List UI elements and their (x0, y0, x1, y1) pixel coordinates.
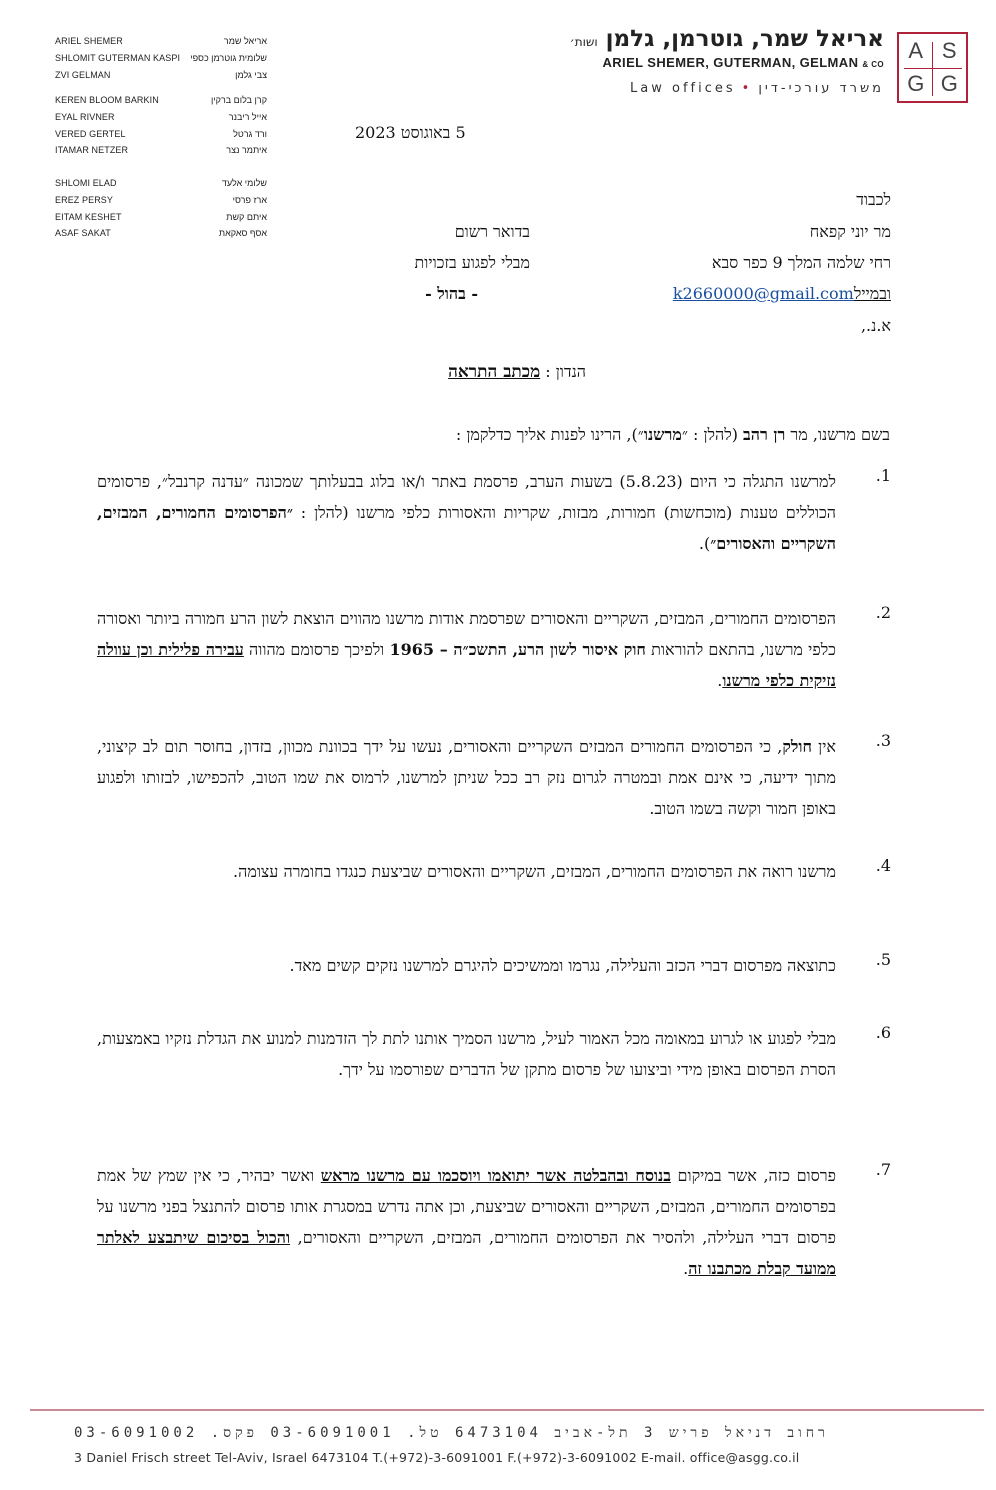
recipient-name: מר יוני קפאח (809, 222, 891, 241)
clause-5: 5. כתוצאה מפרסום דברי הכזב והעלילה, נגרמו וממשיכים להיגרם למרשנו נזקים קשים מאד. (289, 950, 891, 975)
staff-row: EITAM KESHET איתם קשת (55, 211, 267, 222)
recipient-street: רחי שלמה המלך 9 כפר סבא (711, 253, 891, 272)
staff-row: VERED GERTEL ורד גרטל (55, 128, 267, 139)
clause-1: 1. למרשנו התגלה כי היום (5.8.23) בשעות הערב, פרסמת באתר ו/או בלוג בבעלותך שמכונה ״עדנה קרנבל״, פרסומים הכוללים טענות (מוכחשות) חמורות, מבזות, שקריות והאסורות כלפי מרשנו (להלן : ״הפרסומים החמורים, המבזים, השקריים והאסורים״). (97, 466, 891, 553)
firm-subtitle: Law offices • משרד עורכי-דין (630, 81, 884, 96)
clause-7: 7. פרסום כזה, אשר במיקום בנוסח ובהבלטה אשר יתואמו ויוסכמו עם מרשנו מראש ואשר יבהיר, כי אין שמץ של אמת בפרסומים החמורים, המבזים, השקריים והאסורים שביצעת, וכן אתה נדרש במסגרת אותו פרסום להתנצל בפני מרשנו על פרסום דברי העלילה, ולהסיר את הפרסומים החמורים, המבזים, השקריים והאסורים, והכול בסיכום שיתבצע לאלתר ממועד קבלת מכתבנו זה. (97, 1160, 891, 1278)
clause-3: 3. אין חולק, כי הפרסומים החמורים המבזים השקריים והאסורים, נעשו על ידך בכוונת מכוון, בזדון, בחוסר תום לב קיצוני, מתוך ידיעה, כי אינם אמת ובמטרה לגרום נזק רב ככל שניתן למרשנו, לרמוס את שמו הטוב, להכפישו, לבזותו ולפגוע באופן חמור וקשה בשמו הטוב. (97, 731, 891, 818)
clause-2: 2. הפרסומים החמורים, המבזים, השקריים והאסורים שפרסמת אודות מרשנו מהווים הוצאת לשון הרע חמורה ביותר ואסורה כלפי מרשנו, בהתאם להוראות חוק איסור לשון הרע, התשכ״ה – 1965 ולפיכך פרסומם מהווה עבירה פלילית וכן עוולה נזיקית כלפי מרשנו. (97, 603, 891, 690)
privilege-note: מבלי לפגוע בזכויות (414, 253, 530, 272)
staff-row: ITAMAR NETZER איתמר נצר (55, 145, 267, 156)
staff-list (55, 33, 267, 242)
delivery-method: בדואר רשום (454, 222, 530, 241)
staff-row: ZVI GELMAN צבי גלמן (55, 69, 267, 80)
firm-name-english: ARIEL SHEMER, GUTERMAN, GELMAN & CO (602, 55, 884, 70)
recipient-email-line: ובמיילk2660000@gmail.com (672, 284, 891, 303)
to-label: לכבוד (856, 190, 891, 209)
subject-line: הנדון : מכתב התראה (448, 362, 586, 382)
urgent-note: - בהול - (425, 284, 478, 303)
firm-name-hebrew: אריאל שמר, גוטרמן, גלמן ושות׳ (569, 26, 884, 52)
footer-divider (30, 1409, 984, 1411)
staff-row: KEREN BLOOM BARKIN קרן בלום ברקין (55, 95, 267, 106)
staff-row: SHLOMI ELAD שלומי אלעד (55, 178, 267, 189)
staff-row: ARIEL SHEMER אריאל שמר (55, 36, 267, 47)
salutation: א.נ., (860, 316, 891, 335)
footer-english-address: 3 Daniel Frisch street Tel-Aviv, Israel 6473104 T.(+972)-3-6091001 F.(+972)-3-6091002 E-mail. office@asgg.co.il (74, 1450, 800, 1465)
footer-hebrew-address: רחוב דניאל פריש 3 תל-אביב 6473104 טל. 03-6091001 פקס. 03-6091002 (74, 1425, 829, 1441)
intro-paragraph: בשם מרשנו, מר רן רהב (להלן : ״מרשנו״), הרינו לפנות אליך כדלקמן : (455, 425, 890, 444)
staff-row: EREZ PERSY ארז פרסי (55, 194, 267, 205)
subject-title: מכתב התראה (448, 362, 541, 382)
staff-row: SHLOMIT GUTERMAN KASPI שלומית גוטרמן כספי (55, 53, 267, 64)
clause-4: 4. מרשנו רואה את הפרסומים החמורים, המבזים, השקריים והאסורים שביצעת כנגדו בחומרה עצומה. (233, 856, 891, 881)
separator-dot-icon: • (741, 81, 753, 96)
clause-6: 6. מבלי לפגוע או לגרוע במאומה מכל האמור לעיל, מרשנו הסמיך אותנו לתת לך הזדמנות למנוע את הגדלת נזקיו באמצעות, הסרת הפרסום באופן מידי וביצועו של פרסום מתקן של הדברים שפורסמו על ידך. (97, 1023, 891, 1079)
firm-header (570, 26, 884, 96)
letter-date: 5 באוגוסט 2023 (355, 123, 466, 142)
staff-row: ASAF SAKAT אסף סאקאת (55, 228, 267, 239)
firm-logo: A S G G (897, 32, 968, 103)
recipient-email-link[interactable]: k2660000@gmail.com (672, 284, 854, 303)
staff-row: EYAL RIVNER אייל ריבנר (55, 112, 267, 123)
